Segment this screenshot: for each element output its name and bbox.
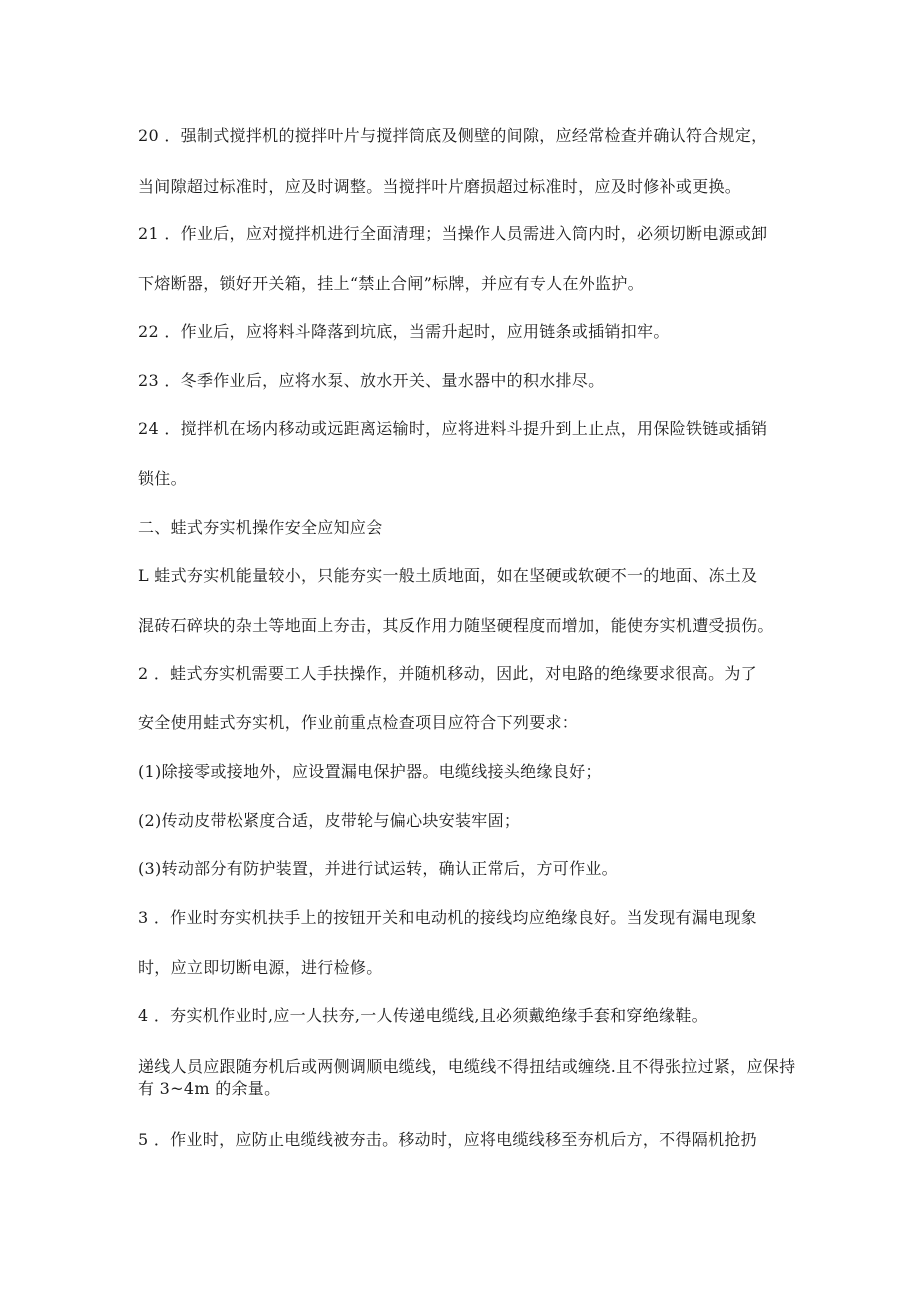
text-line-sub-3: (3)转动部分有防护装置，并进行试运转，确认正常后，方可作业。 <box>138 859 618 878</box>
text-line-item-21b: 下熔断器，锁好开关箱，挂上“禁止合闸”标牌，并应有专人在外监护。 <box>138 274 644 293</box>
text-line-sub-1: (1)除接零或接地外，应设置漏电保护器。电缆线接头绝缘良好； <box>138 762 602 781</box>
text-line-item-4-cont: 递线人员应跟随夯机后或两侧调顺电缆线，电缆线不得扭结或缠绕.且不得张拉过紧，应保持有 3~4m 的余量。 <box>138 1057 796 1098</box>
text-line-item-2a: 2 ．蛙式夯实机需要工人手扶操作，并随机移动，因此，对电路的绝缘要求很高。为了 <box>138 664 757 683</box>
text-line-item-1b: 混砖石碎块的杂土等地面上夯击，其反作用力随坚硬程度而增加，能使夯实机遭受损伤。 <box>138 616 774 635</box>
text-line-item-24b: 锁住。 <box>138 469 187 488</box>
text-line-item-20a: 20 ．强制式搅拌机的搅拌叶片与搅拌筒底及侧壁的间隙，应经常检查并确认符合规定， <box>138 126 768 145</box>
text-line-item-23: 23 ．冬季作业后，应将水泵、放水开关、量水器中的积水排尽。 <box>138 371 605 390</box>
text-line-item-2b: 安全使用蛙式夯实机，作业前重点检查项目应符合下列要求： <box>138 713 579 732</box>
text-line-item-4: 4 ．夯实机作业时,应一人扶夯,一人传递电缆线,且必须戴绝缘手套和穿绝缘鞋。 <box>138 1006 708 1025</box>
text-line-item-3b: 时，应立即切断电源，进行检修。 <box>138 958 383 977</box>
text-line-item-1a: L 蛙式夯实机能量较小，只能夯实一般土质地面，如在坚硬或软硬不一的地面、冻土及 <box>138 566 758 585</box>
text-line-item-3a: 3 ．作业时夯实机扶手上的按钮开关和电动机的接线均应绝缘良好。当发现有漏电现象 <box>138 908 757 927</box>
section-heading: 二、蛙式夯实机操作安全应知应会 <box>138 518 383 537</box>
text-line-sub-2: (2)传动皮带松紧度合适，皮带轮与偏心块安装牢固； <box>138 811 521 830</box>
text-line-item-22: 22 ．作业后，应将料斗降落到坑底，当需升起时，应用链条或插销扣牢。 <box>138 322 670 341</box>
text-line-item-24a: 24 ．搅拌机在场内移动或远距离运输时，应将进料斗提升到上止点，用保险铁链或插销 <box>138 419 768 438</box>
text-line-item-21a: 21 ．作业后，应对搅拌机进行全面清理；当操作人员需进入筒内时，必须切断电源或卸 <box>138 224 768 243</box>
text-line-item-20b: 当间隙超过标准时，应及时调整。当搅拌叶片磨损超过标准时，应及时修补或更换。 <box>138 177 742 196</box>
text-line-item-5: 5 ．作业时，应防止电缆线被夯击。移动时，应将电缆线移至夯机后方，不得隔机抢扔 <box>138 1130 757 1149</box>
